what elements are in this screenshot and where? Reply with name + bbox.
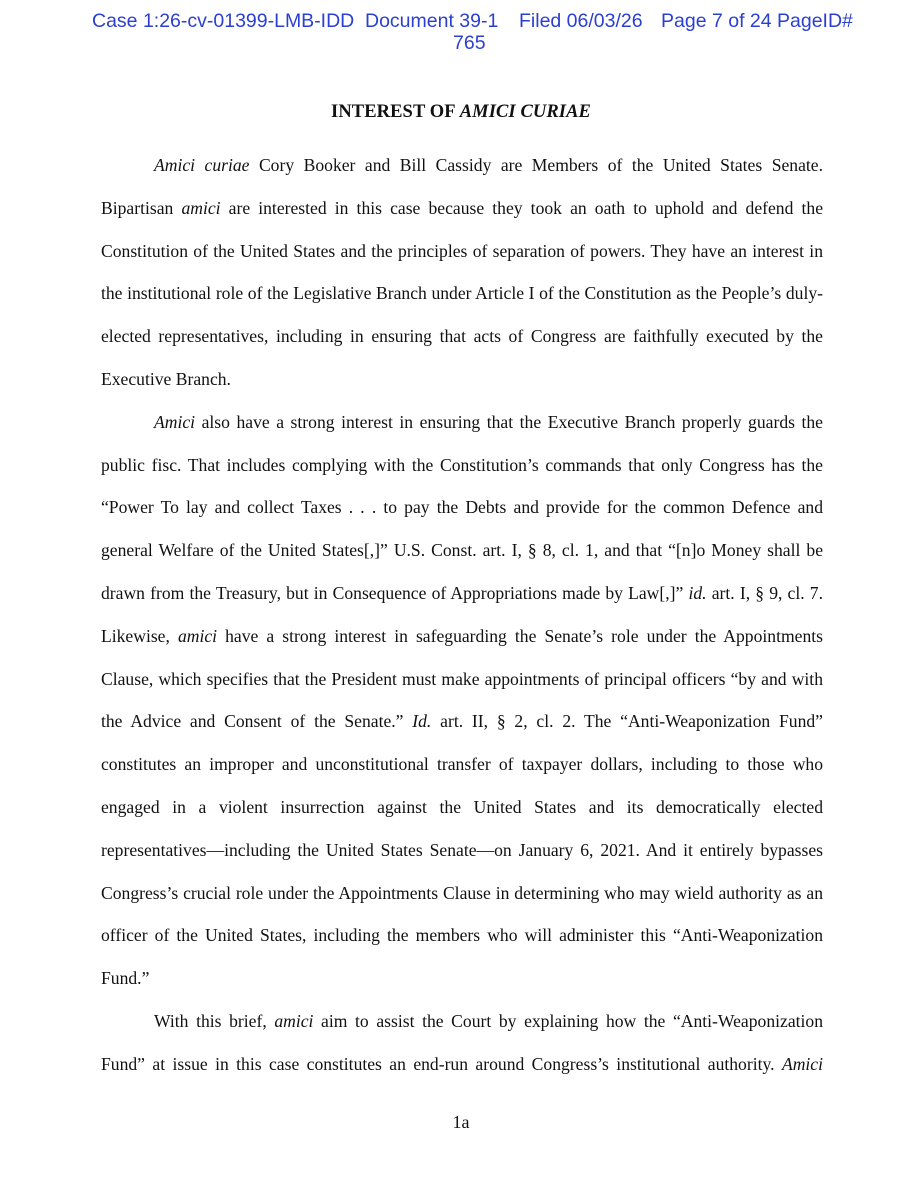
italic-run: Amici curiae: [154, 155, 250, 175]
section-heading: [0, 102, 922, 123]
brief-body: [101, 144, 823, 1086]
italic-run: Amici: [781, 1053, 823, 1074]
italic-run: amici: [274, 1010, 314, 1031]
paragraph: [101, 144, 823, 401]
page-number: 1a: [452, 1112, 470, 1132]
italic-run: amici: [181, 197, 221, 218]
italic-run: id.: [688, 582, 707, 603]
stamp-filed-date: Filed 06/03/26: [519, 10, 643, 32]
paragraph: [101, 1000, 823, 1086]
text-run: art. II, § 2, cl. 2. The “Anti-Weaponization Fund” constitutes an improper and unconstitutional transfer of taxpayer dollars, including to those who engaged in a violent insurrection against the United States and its democratically elected representatives—including the United States Senate—on January 6, 2021. And it entirely bypasses Congress’s crucial role under the Appointments Clause in determining who may wield authority as an officer of the United States, including the members who will administer this “Anti-Weaponization Fund.”: [101, 711, 823, 989]
italic-run: amici: [177, 625, 218, 646]
text-run: also have a strong interest in ensuring that the Executive Branch properly guards the public fisc. That includes complying with the Constitution’s commands that only Congress has the “Power To lay and collect Taxes . . . to pay the Debts and provide for the common Defence and general Welfare of the United States[,]” U.S. Const. art. I, § 8, cl. 1, and that “[n]o Money shall be drawn from the Treasury, but in Consequence of Appropriations made by Law[,]”: [101, 411, 823, 603]
stamp-document-number: Document 39-1: [365, 10, 499, 32]
text-run: have a strong interest in safeguarding the Senate’s role under the Appointments Clause, which specifies that the President must make appointments of principal officers “by and with the Advice and Consent of the Senate.”: [101, 625, 823, 732]
italic-run: Amici: [154, 411, 196, 432]
heading-italic: AMICI CURIAE: [459, 102, 591, 122]
stamp-case-number: Case 1:26-cv-01399-LMB-IDD: [92, 10, 355, 32]
italic-run: Id.: [412, 711, 432, 732]
text-run: aim to assist the Court by explaining how the “Anti-Weaponization Fund” at issue in this case constitutes an end-run around Congress’s institutional authority.: [101, 1010, 823, 1074]
heading-prefix: INTEREST OF: [331, 102, 460, 122]
text-run: are interested in this case because they took an oath to uphold and defend the Constitution of the United States and the principles of separation of powers. They have an interest in the institutional role of the Legislative Branch under Article I of the Constitution as the People’s duly-elected representatives, including in ensuring that acts of Congress are faithfully executed by the Executive Branch.: [101, 197, 823, 389]
stamp-page-id: 765: [453, 32, 486, 54]
text-run: With this brief,: [154, 1010, 275, 1031]
text-run: art. I, § 9, cl. 7. Likewise,: [101, 582, 824, 646]
stamp-page-info: Page 7 of 24 PageID#: [661, 10, 853, 32]
paragraph: [101, 401, 823, 1000]
text-run: Cory Booker and Bill Cassidy are Members of the United States Senate. Bipartisan: [101, 155, 823, 218]
